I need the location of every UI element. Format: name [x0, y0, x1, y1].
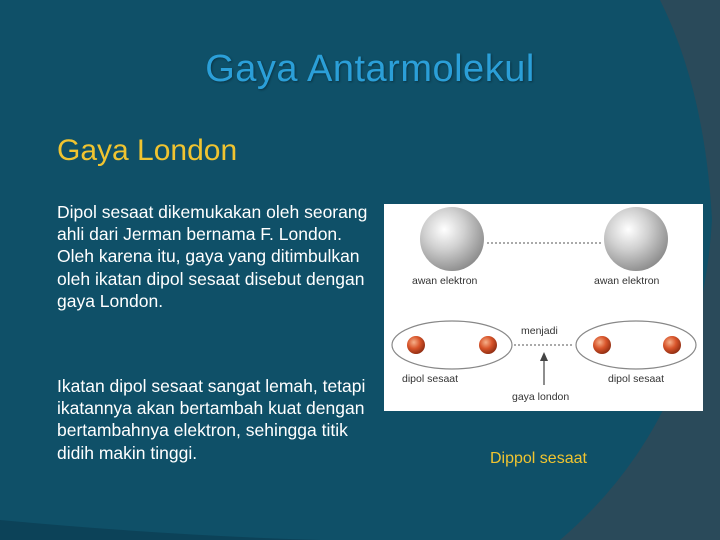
paragraph-bond-strength: Ikatan dipol sesaat sangat lemah, tetapi ikatannya akan bertambah kuat dengan bertambahnya elektron, sehingga titik didih makin tinggi.	[57, 376, 366, 463]
nucleus-left-a	[407, 336, 425, 354]
label-left-dipole: dipol sesaat	[402, 373, 459, 385]
arrow-head	[540, 352, 548, 361]
electron-cloud-right	[604, 207, 668, 271]
nucleus-left-b	[479, 336, 497, 354]
label-right-cloud: awan elektron	[594, 275, 660, 287]
label-left-cloud: awan elektron	[412, 275, 478, 287]
nucleus-right-b	[663, 336, 681, 354]
figure-caption: Dippol sesaat	[490, 450, 587, 467]
nucleus-right-a	[593, 336, 611, 354]
label-right-dipole: dipol sesaat	[608, 373, 665, 385]
slide-title: Gaya Antarmolekul	[205, 48, 535, 90]
paragraph-dipole-definition: Dipol sesaat dikemukakan oleh seorang ahli dari Jerman bernama F. London. Oleh karena itu, gaya yang ditimbulkan oleh ikatan dipol sesaat disebut dengan gaya London.	[57, 202, 368, 311]
label-gaya-london: gaya london	[512, 391, 570, 403]
slide-subtitle: Gaya London	[57, 134, 238, 167]
label-menjadi: menjadi	[521, 325, 558, 337]
electron-cloud-left	[420, 207, 484, 271]
london-force-diagram	[384, 204, 703, 411]
